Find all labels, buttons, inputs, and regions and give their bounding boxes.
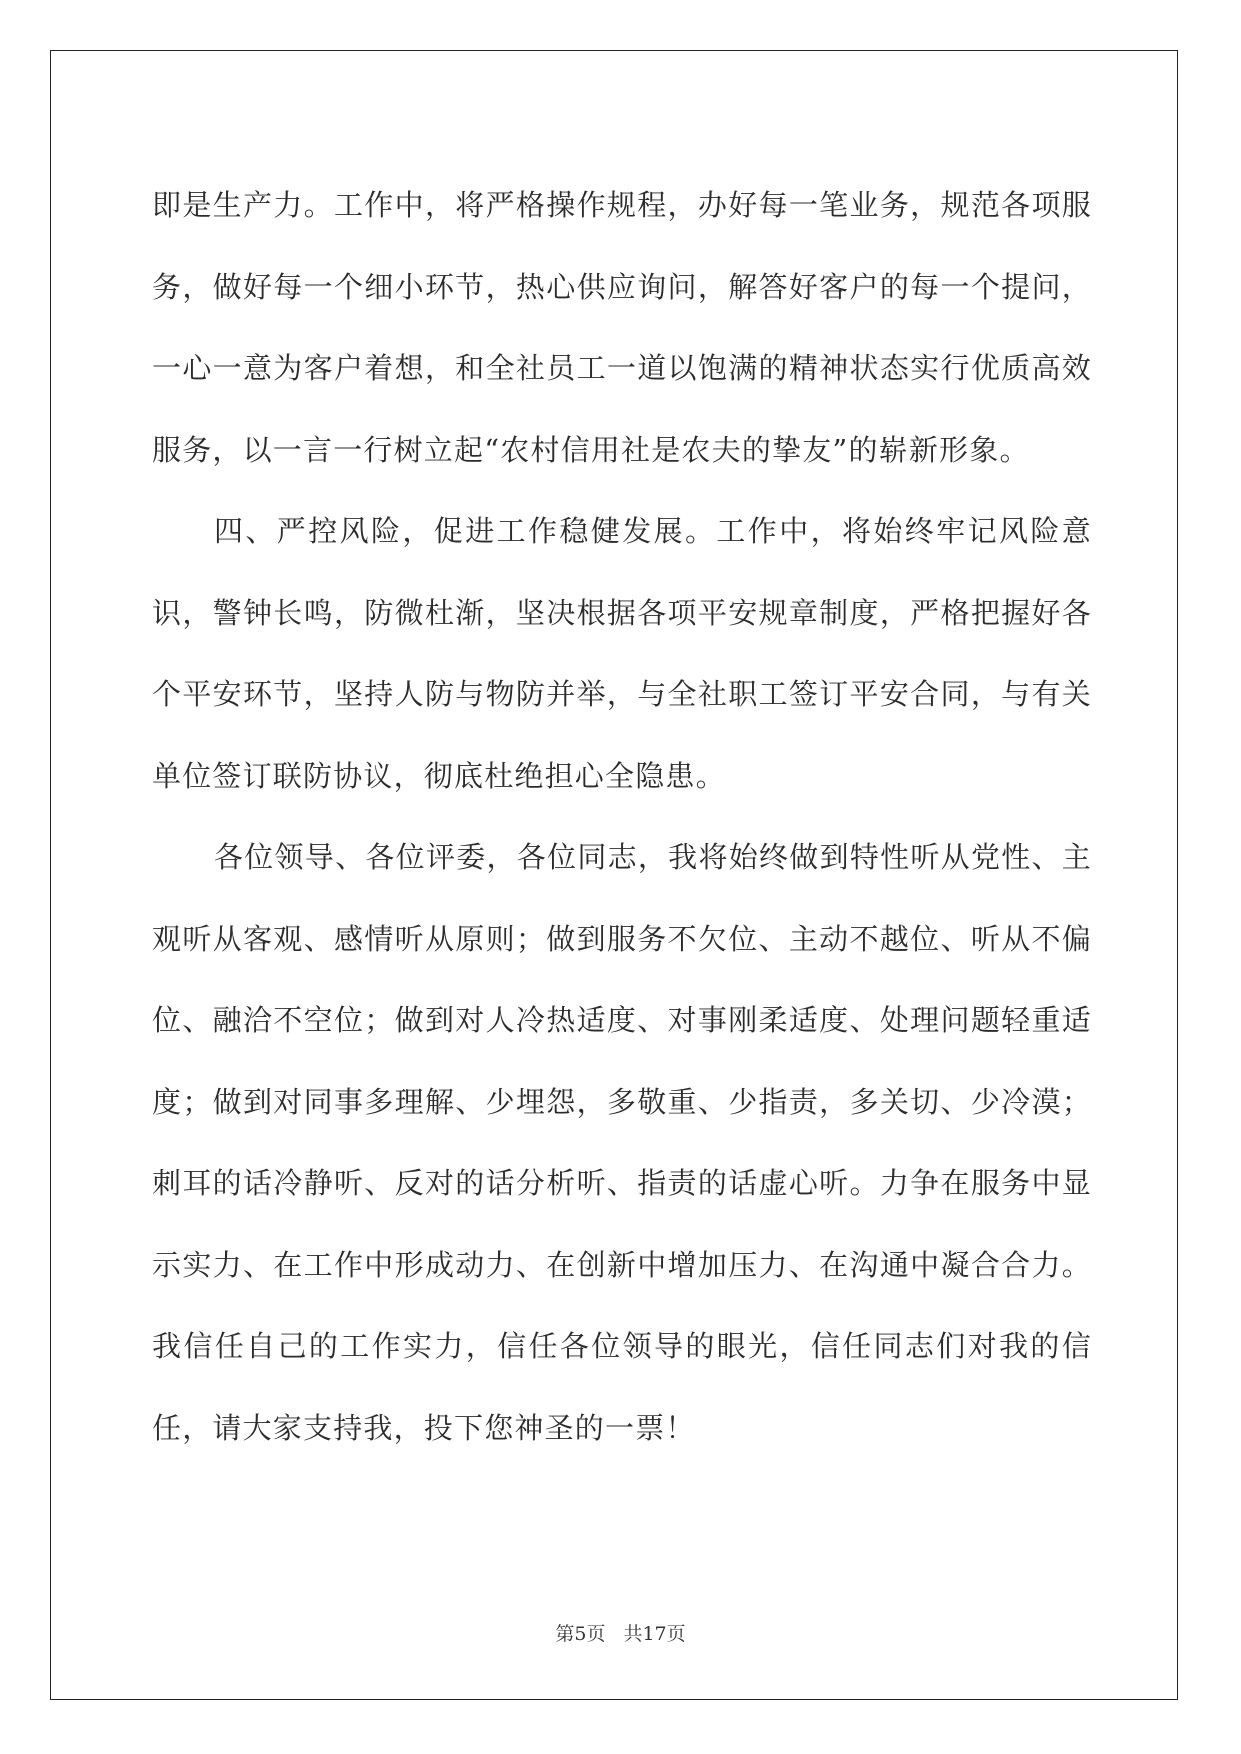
- paragraph-3: 各位领导、各位评委，各位同志，我将始终做到特性听从党性、主观听从客观、感情听从原则；做到服务不欠位、主动不越位、听从不偏位、融洽不空位；做到对人冷热适度、对事刚柔适度、处理问题轻重适度；做到对同事多理解、少埋怨，多敬重、少指责，多关切、少冷漠；刺耳的话冷静听、反对的话分析听、指责的话虚心听。力争在服务中显示实力、在工作中形成动力、在创新中增加压力、在沟通中凝合合力。我信任自己的工作实力，信任各位领导的眼光，信任同志们对我的信任，请大家支持我，投下您神圣的一票！: [152, 840, 1092, 1445]
- total-pages: 共17页: [623, 1623, 686, 1645]
- paragraph-1: 即是生产力。工作中，将严格操作规程，办好每一笔业务，规范各项服务，做好每一个细小环节，热心供应询问，解答好客户的每一个提问，一心一意为客户着想，和全社员工一道以饱满的精神状态实行优质高效服务，以一言一行树立起“农村信用社是农夫的挚友”的崭新形象。: [152, 188, 1092, 467]
- page-footer: [0, 1619, 1241, 1646]
- document-body: [152, 165, 1092, 1469]
- page-number: 第5页: [555, 1623, 606, 1645]
- paragraph-2: 四、严控风险，促进工作稳健发展。工作中，将始终牢记风险意识，警钟长鸣，防微杜渐，坚决根据各项平安规章制度，严格把握好各个平安环节，坚持人防与物防并举，与全社职工签订平安合同，与有关单位签订联防协议，彻底杜绝担心全隐患。: [152, 514, 1092, 793]
